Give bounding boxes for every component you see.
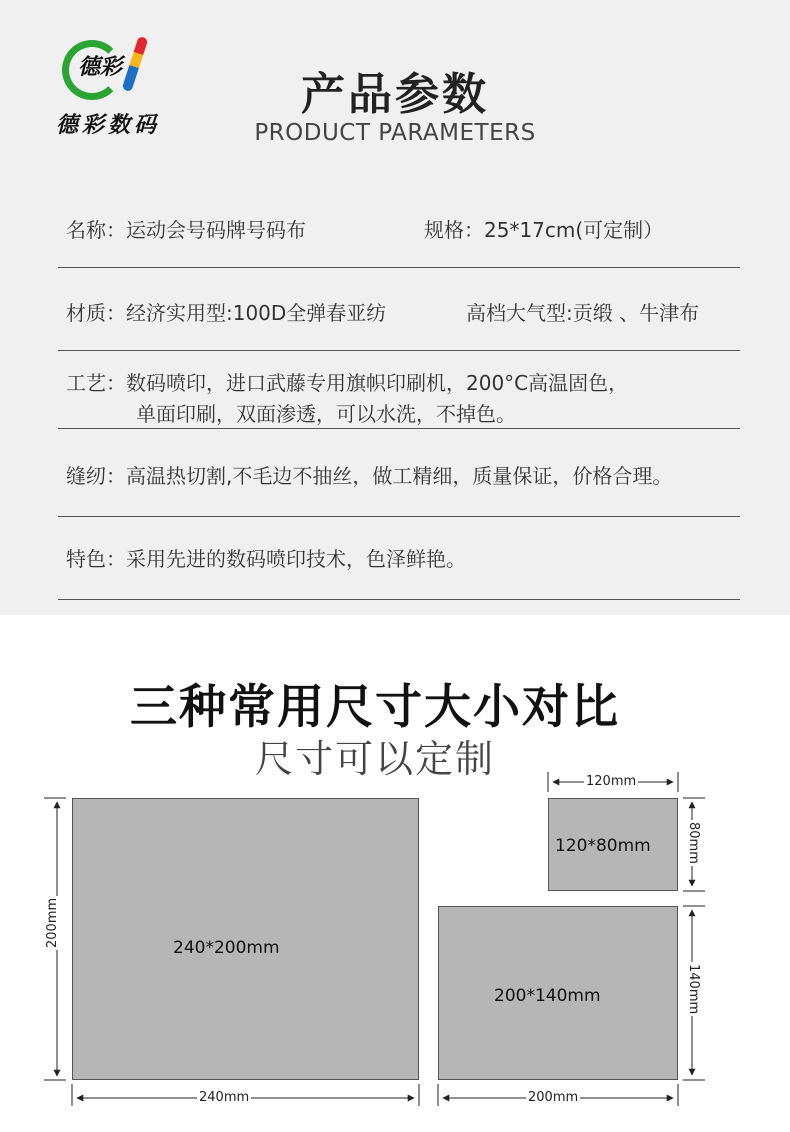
comparison-title: 三种常用尺寸大小对比 bbox=[130, 680, 620, 735]
page-subtitle: PRODUCT PARAMETERS bbox=[254, 120, 536, 146]
logo-mark: 德彩 bbox=[78, 54, 123, 80]
param-feature: 特色：采用先进的数码喷印技术，色泽鲜艳。 bbox=[66, 547, 466, 571]
param-process-line1: 工艺：数码喷印，进口武藤专用旗帜印刷机，200°C高温固色， bbox=[66, 371, 629, 395]
param-sewing: 缝纫：高温热切割,不毛边不抽丝，做工精细，质量保证，价格合理。 bbox=[66, 464, 673, 488]
dim-medium-height: 140mm bbox=[686, 964, 701, 1015]
comparison-subtitle: 尺寸可以定制 bbox=[254, 737, 495, 781]
param-name: 名称：运动会号码牌号码布 bbox=[66, 218, 306, 242]
param-material-premium: 高档大气型:贡缎 、牛津布 bbox=[466, 301, 700, 325]
dim-small-width: 120mm bbox=[586, 774, 637, 789]
param-spec: 规格：25*17cm(可定制） bbox=[424, 218, 664, 242]
dim-medium-width: 200mm bbox=[528, 1090, 579, 1105]
dim-large-width: 240mm bbox=[199, 1090, 250, 1105]
size-label-small: 120*80mm bbox=[555, 836, 651, 856]
size-label-medium: 200*140mm bbox=[494, 986, 601, 1006]
param-process-line2: 单面印刷，双面渗透，可以水洗，不掉色。 bbox=[136, 402, 516, 426]
dim-small-height: 80mm bbox=[686, 822, 701, 864]
dim-large-height: 200mm bbox=[45, 897, 60, 948]
brand-name: 德彩数码 bbox=[55, 112, 160, 138]
size-label-large: 240*200mm bbox=[173, 938, 280, 958]
param-material: 材质：经济实用型:100D全弹春亚纺 bbox=[66, 301, 387, 325]
page-title: 产品参数 bbox=[301, 69, 489, 120]
